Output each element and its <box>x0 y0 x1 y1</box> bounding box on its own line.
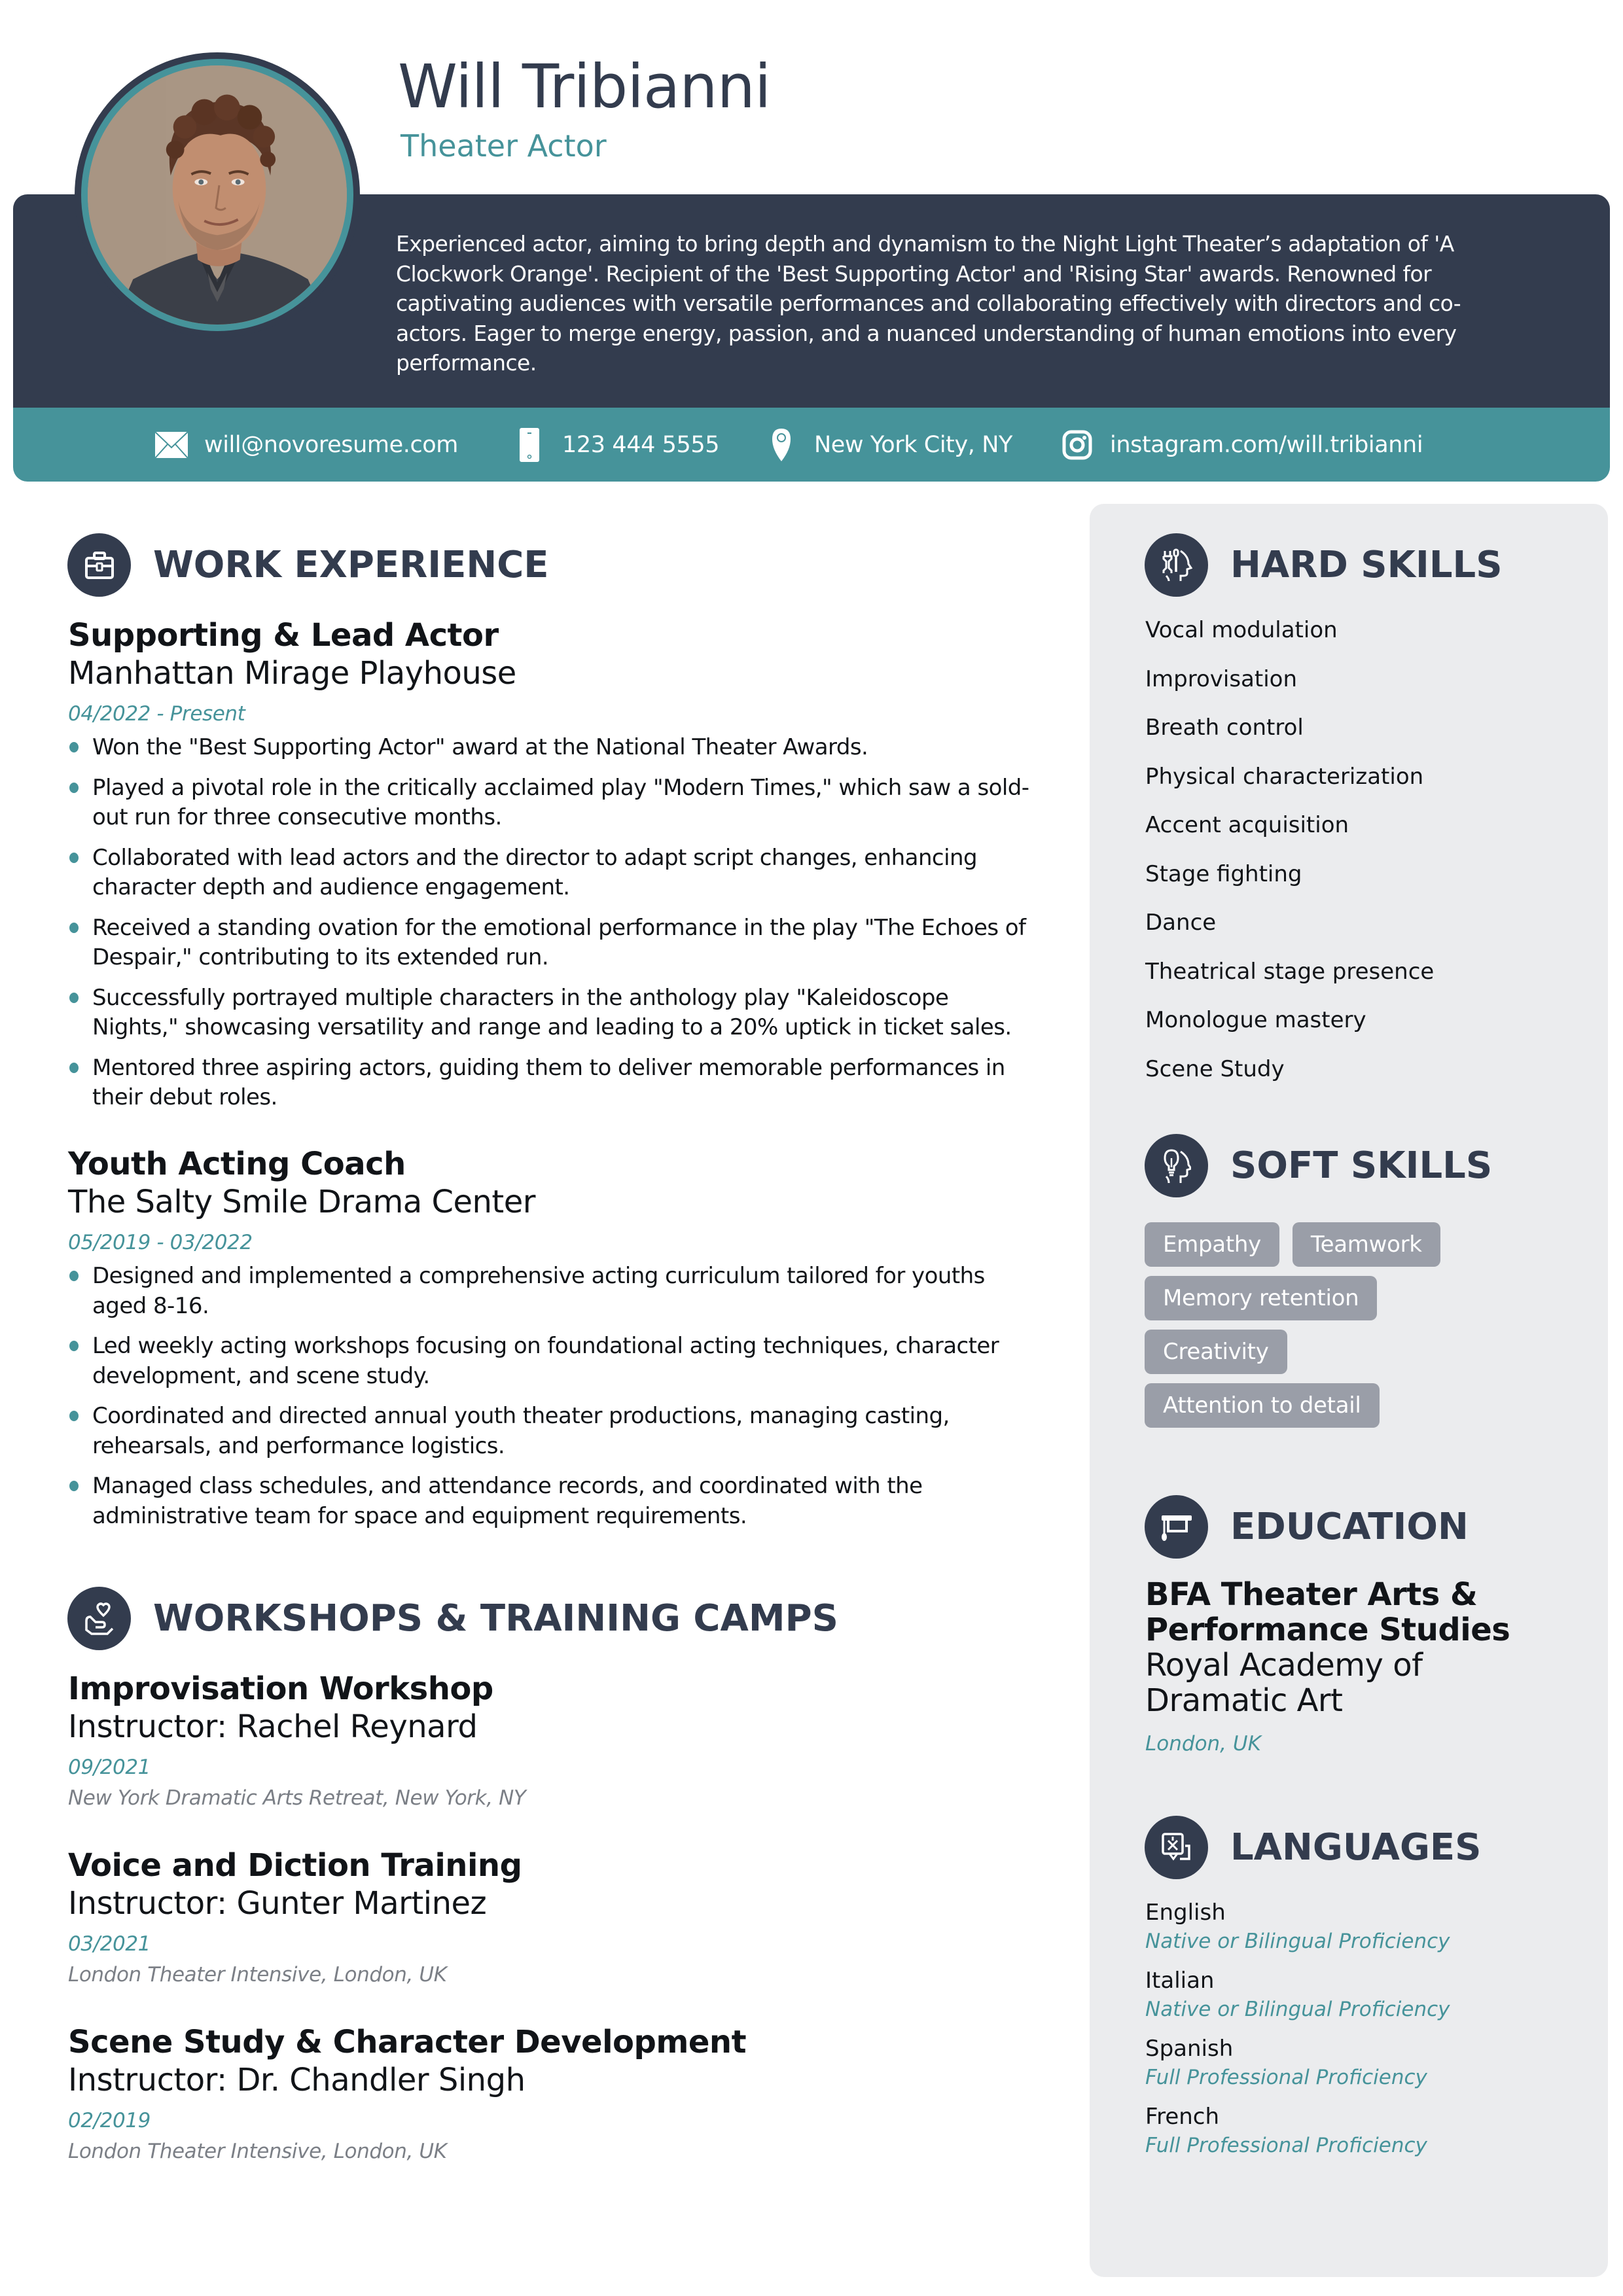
instagram-icon <box>1060 428 1094 462</box>
hard-skills-heading <box>1145 533 1503 597</box>
hard-skills-list <box>1145 606 1434 1093</box>
language-level: Native or Bilingual Proficiency <box>1145 1998 1450 2021</box>
workshop-instructor: Instructor: Rachel Reynard <box>68 1708 478 1745</box>
hard-skill-item: Improvisation <box>1145 665 1298 692</box>
workshop-entry <box>68 1846 1037 1989</box>
section-title: HARD SKILLS <box>1230 544 1503 586</box>
workshop-date: 09/2021 <box>68 1756 151 1779</box>
workshop-instructor: Instructor: Gunter Martinez <box>68 1885 487 1922</box>
contact-location-text: New York City, NY <box>814 431 1013 458</box>
candidate-role: Theater Actor <box>401 128 607 164</box>
summary-text: Experienced actor, aiming to bring depth and dynamism to the Night Light Theater’s adaptation of 'A Clockwork Orange'. Recipient of the 'Best Supporting Actor' and 'Rising Star' awards. Renowned for captivating audiences with versatile performances and collaborating effectively with directors and co-actors. Eager to merge energy, passion, and a nuanced understanding of human emotions into every performance. <box>396 231 1461 376</box>
sidebar <box>1090 504 1608 2277</box>
bullet-item: Managed class schedules, and attendance records, and coordinated with the administrative team for space and equipment requirements. <box>68 1472 1037 1531</box>
lightbulb-head-icon <box>1145 1134 1208 1197</box>
hard-skill-item: Monologue mastery <box>1145 1007 1366 1033</box>
translate-icon <box>1145 1816 1208 1879</box>
contact-bar <box>0 408 1623 482</box>
hard-skill-item: Theatrical stage presence <box>1145 958 1435 985</box>
language-name: Spanish <box>1145 2036 1234 2062</box>
language-item <box>1145 1966 1450 2023</box>
bullet-item: Designed and implemented a comprehensive acting curriculum tailored for youths aged 8-16. <box>68 1262 1037 1321</box>
hard-skill-item: Accent acquisition <box>1145 812 1349 838</box>
section-title: WORK EXPERIENCE <box>153 544 549 586</box>
job-dates: 04/2022 - Present <box>68 702 245 726</box>
work-experience-heading <box>67 533 549 597</box>
hard-skill-item: Stage fighting <box>1145 860 1302 887</box>
bullet-item: Successfully portrayed multiple characters in the anthology play "Kaleidoscope Nights," showcasing versatility and range and leading to a 20% uptick in ticket sales. <box>68 983 1037 1043</box>
bullet-item: Coordinated and directed annual youth theater productions, managing casting, rehearsals, and performance logistics. <box>68 1402 1037 1461</box>
workshop-location: London Theater Intensive, London, UK <box>68 1963 447 1987</box>
workshop-instructor: Instructor: Dr. Chandler Singh <box>68 2062 526 2098</box>
briefcase-icon <box>67 533 131 597</box>
bullet-item: Received a standing ovation for the emotional performance in the play "The Echoes of Despair," contributing to its extended run. <box>68 913 1037 973</box>
profile-photo-ring <box>81 59 353 331</box>
soft-skill-chip: Memory retention <box>1145 1276 1377 1320</box>
job-company: The Salty Smile Drama Center <box>68 1184 536 1220</box>
language-name: French <box>1145 2104 1220 2130</box>
soft-skill-chip: Empathy <box>1145 1222 1279 1267</box>
hard-skill-item: Physical characterization <box>1145 763 1424 790</box>
workshop-entry <box>68 2023 1037 2166</box>
bullet-item: Led weekly acting workshops focusing on foundational acting techniques, character development, and scene study. <box>68 1332 1037 1391</box>
section-title: EDUCATION <box>1230 1506 1469 1548</box>
language-item <box>1145 1898 1450 1955</box>
job-title: Supporting & Lead Actor <box>68 617 499 654</box>
contact-email-text: will@novoresume.com <box>204 431 458 458</box>
soft-skills-chips <box>1145 1222 1511 1428</box>
job-bullets <box>68 1262 1037 1531</box>
hard-skill-item: Scene Study <box>1145 1055 1285 1082</box>
phone-icon <box>512 428 546 462</box>
soft-skill-chip: Teamwork <box>1293 1222 1440 1267</box>
workshop-title: Improvisation Workshop <box>68 1670 493 1707</box>
workshop-date: 03/2021 <box>68 1932 151 1956</box>
contact-instagram-text: instagram.com/will.tribianni <box>1110 431 1423 458</box>
hard-skill-item: Breath control <box>1145 715 1304 741</box>
language-level: Full Professional Proficiency <box>1145 2134 1427 2157</box>
section-title: LANGUAGES <box>1230 1826 1482 1869</box>
contact-instagram[interactable] <box>1060 408 1423 482</box>
soft-skill-chip: Creativity <box>1145 1330 1287 1374</box>
education-degree: BFA Theater Arts & Performance Studies <box>1145 1576 1510 1648</box>
location-pin-icon <box>764 428 798 462</box>
education-entry <box>1145 1577 1564 1760</box>
language-item <box>1145 2102 1450 2159</box>
job-entry <box>68 1145 1037 1542</box>
job-dates: 05/2019 - 03/2022 <box>68 1231 253 1254</box>
candidate-name: Will Tribianni <box>398 52 771 122</box>
language-item <box>1145 2034 1450 2091</box>
workshop-location: New York Dramatic Arts Retreat, New York, NY <box>68 1786 526 1810</box>
languages-list <box>1145 1898 1450 2170</box>
bullet-item: Collaborated with lead actors and the director to adapt script changes, enhancing character depth and audience engagement. <box>68 843 1037 903</box>
soft-skill-chip: Attention to detail <box>1145 1383 1380 1428</box>
profile-photo-frame <box>75 52 360 338</box>
language-name: Italian <box>1145 1968 1215 1994</box>
education-heading <box>1145 1495 1469 1559</box>
hard-skill-item: Vocal modulation <box>1145 617 1338 643</box>
job-title: Youth Acting Coach <box>68 1146 406 1182</box>
section-title: SOFT SKILLS <box>1230 1144 1493 1187</box>
workshop-title: Scene Study & Character Development <box>68 2024 747 2060</box>
hard-skill-item: Dance <box>1145 910 1217 936</box>
contact-email[interactable] <box>154 408 458 482</box>
language-level: Full Professional Proficiency <box>1145 2066 1427 2089</box>
contact-phone-text: 123 444 5555 <box>562 431 720 458</box>
profile-photo <box>88 65 347 325</box>
section-title: WORKSHOPS & TRAINING CAMPS <box>153 1597 838 1640</box>
workshops-heading <box>67 1587 838 1650</box>
envelope-icon <box>154 428 188 462</box>
hand-heart-icon <box>67 1587 131 1650</box>
job-entry <box>68 616 1037 1123</box>
languages-heading <box>1145 1816 1482 1879</box>
workshop-entry <box>68 1670 1037 1812</box>
portrait-illustration <box>88 65 347 325</box>
bullet-item: Won the "Best Supporting Actor" award at the National Theater Awards. <box>68 733 1037 763</box>
language-level: Native or Bilingual Proficiency <box>1145 1930 1450 1953</box>
tools-head-icon <box>1145 533 1208 597</box>
contact-phone[interactable] <box>512 408 719 482</box>
workshop-location: London Theater Intensive, London, UK <box>68 2140 447 2163</box>
education-school: Royal Academy of Dramatic Art <box>1145 1647 1423 1719</box>
bullet-item: Mentored three aspiring actors, guiding them to deliver memorable performances in their debut roles. <box>68 1053 1037 1113</box>
workshop-title: Voice and Diction Training <box>68 1847 522 1884</box>
education-location: London, UK <box>1145 1732 1261 1756</box>
contact-location[interactable] <box>764 408 1012 482</box>
language-name: English <box>1145 1899 1226 1926</box>
job-company: Manhattan Mirage Playhouse <box>68 655 516 692</box>
bullet-item: Played a pivotal role in the critically acclaimed play "Modern Times," which saw a sold-out run for three consecutive months. <box>68 773 1037 833</box>
soft-skills-heading <box>1145 1134 1492 1197</box>
job-bullets <box>68 733 1037 1113</box>
graduation-cap-icon <box>1145 1495 1208 1559</box>
workshop-date: 02/2019 <box>68 2109 151 2132</box>
